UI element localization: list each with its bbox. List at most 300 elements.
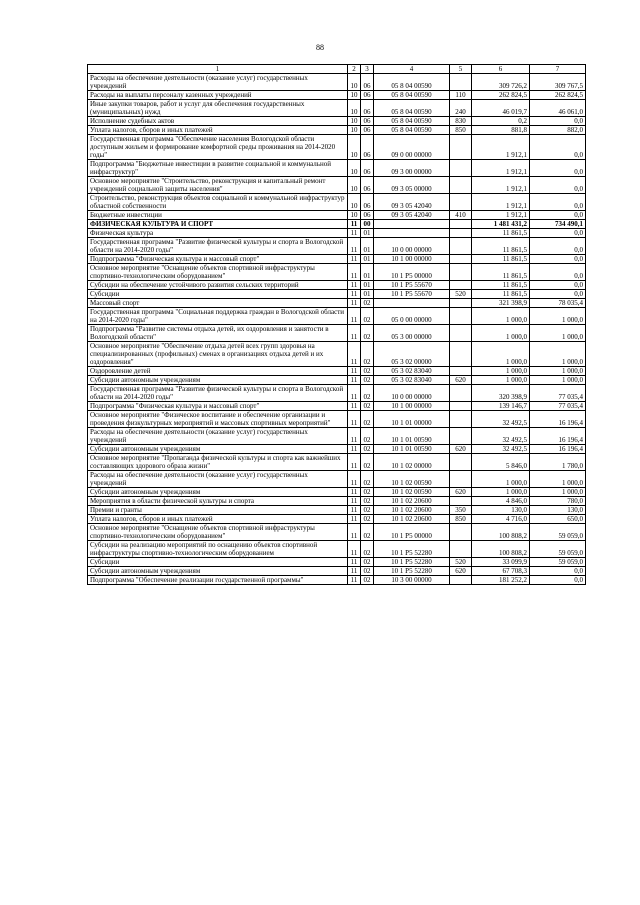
row-name: Основное мероприятие "Оснащение объектов спортивной инфраструктуры спортивно-технологическим оборудованием" — [88, 524, 348, 541]
row-subsection: 02 — [361, 428, 374, 445]
row-subsection: 06 — [361, 126, 374, 135]
row-name: Уплата налогов, сборов и иных платежей — [88, 126, 348, 135]
row-amount-col6: 32 492,5 — [472, 411, 530, 428]
row-section: 11 — [348, 541, 361, 558]
row-amount-col7: 78 035,4 — [530, 299, 586, 308]
row-amount-col7: 0,0 — [530, 576, 586, 585]
row-target-article: 10 1 01 00590 — [374, 428, 450, 445]
row-name: Основное мероприятие "Оснащение объектов спортивной инфраструктуры спортивно-технологическим оборудованием" — [88, 264, 348, 281]
row-name: Мероприятия в области физической культуры и спорта — [88, 497, 348, 506]
row-subsection: 06 — [361, 177, 374, 194]
row-amount-col7: 780,0 — [530, 497, 586, 506]
row-subsection: 02 — [361, 454, 374, 471]
row-subsection: 02 — [361, 411, 374, 428]
row-section: 11 — [348, 385, 361, 402]
row-amount-col7: 77 035,4 — [530, 402, 586, 411]
header-cell: 7 — [530, 65, 586, 74]
row-name: Субсидии автономным учреждениям — [88, 445, 348, 454]
row-subsection: 01 — [361, 255, 374, 264]
row-target-article: 10 3 00 00000 — [374, 576, 450, 585]
row-amount-col6: 1 481 431,2 — [472, 220, 530, 229]
table-row — [88, 135, 586, 160]
row-amount-col6: 100 808,2 — [472, 541, 530, 558]
table-row — [88, 100, 586, 117]
row-section: 11 — [348, 567, 361, 576]
row-target-article: 10 1 02 20600 — [374, 515, 450, 524]
row-amount-col7: 16 196,4 — [530, 428, 586, 445]
row-target-article: 09 3 05 42040 — [374, 194, 450, 211]
row-amount-col6: 181 252,2 — [472, 576, 530, 585]
row-section: 11 — [348, 576, 361, 585]
row-subsection: 02 — [361, 376, 374, 385]
row-expense-type — [450, 325, 472, 342]
row-section: 10 — [348, 91, 361, 100]
row-section: 11 — [348, 308, 361, 325]
row-amount-col7: 46 061,0 — [530, 100, 586, 117]
row-expense-type: 410 — [450, 211, 472, 220]
row-target-article: 10 1 P5 55670 — [374, 290, 450, 299]
row-section: 11 — [348, 506, 361, 515]
row-subsection: 01 — [361, 238, 374, 255]
table-row — [88, 567, 586, 576]
row-target-article — [374, 220, 450, 229]
row-expense-type — [450, 308, 472, 325]
row-name: Государственная программа "Развитие физической культуры и спорта в Вологодской области на 2014-2020 годы" — [88, 238, 348, 255]
row-expense-type — [450, 74, 472, 91]
table-row — [88, 160, 586, 177]
table-row — [88, 74, 586, 91]
row-name: Субсидии на обеспечение устойчивого развития сельских территорий — [88, 281, 348, 290]
row-amount-col6: 1 000,0 — [472, 325, 530, 342]
row-target-article: 10 1 P5 52280 — [374, 558, 450, 567]
row-section: 11 — [348, 342, 361, 367]
row-amount-col7: 1 000,0 — [530, 342, 586, 367]
row-amount-col6: 320 398,9 — [472, 385, 530, 402]
row-amount-col7: 1 000,0 — [530, 376, 586, 385]
table-row — [88, 454, 586, 471]
row-target-article: 10 1 P5 52280 — [374, 567, 450, 576]
budget-table — [87, 64, 586, 585]
row-amount-col6: 139 146,7 — [472, 402, 530, 411]
row-subsection: 02 — [361, 558, 374, 567]
row-amount-col7: 77 035,4 — [530, 385, 586, 402]
row-subsection: 02 — [361, 402, 374, 411]
row-expense-type — [450, 428, 472, 445]
row-target-article: 09 3 05 00000 — [374, 177, 450, 194]
row-section: 11 — [348, 471, 361, 488]
row-target-article: 10 1 02 20600 — [374, 497, 450, 506]
row-amount-col7: 650,0 — [530, 515, 586, 524]
row-amount-col6: 321 398,9 — [472, 299, 530, 308]
row-amount-col7: 1 000,0 — [530, 308, 586, 325]
table-row — [88, 220, 586, 229]
row-section: 11 — [348, 524, 361, 541]
row-amount-col6: 32 492,5 — [472, 445, 530, 454]
table-row — [88, 385, 586, 402]
row-expense-type: 850 — [450, 515, 472, 524]
row-name: Государственная программа "Обеспечение населения Вологодской области доступным жильем и формирование комфортной среды проживания на 2014-2020 годы" — [88, 135, 348, 160]
row-target-article: 10 1 02 20600 — [374, 506, 450, 515]
row-expense-type — [450, 524, 472, 541]
table-row — [88, 238, 586, 255]
row-amount-col6: 309 726,2 — [472, 74, 530, 91]
row-subsection: 01 — [361, 229, 374, 238]
row-target-article: 05 0 00 00000 — [374, 308, 450, 325]
row-subsection: 01 — [361, 264, 374, 281]
table-row — [88, 308, 586, 325]
row-subsection: 00 — [361, 220, 374, 229]
row-amount-col7: 882,0 — [530, 126, 586, 135]
row-amount-col6: 11 861,5 — [472, 229, 530, 238]
row-amount-col7: 130,0 — [530, 506, 586, 515]
row-amount-col6: 4 846,0 — [472, 497, 530, 506]
row-section: 10 — [348, 126, 361, 135]
row-expense-type — [450, 471, 472, 488]
row-amount-col6: 11 861,5 — [472, 281, 530, 290]
row-name: Государственная программа "Развитие физической культуры и спорта в Вологодской области на 2014-2020 годы" — [88, 385, 348, 402]
row-name: Иные закупки товаров, работ и услуг для обеспечения государственных (муниципальных) нужд — [88, 100, 348, 117]
row-amount-col6: 4 716,0 — [472, 515, 530, 524]
row-section: 11 — [348, 367, 361, 376]
row-amount-col6: 1 000,0 — [472, 308, 530, 325]
table-row — [88, 488, 586, 497]
row-section: 10 — [348, 177, 361, 194]
page-number: 88 — [316, 43, 324, 52]
row-amount-col7: 734 490,1 — [530, 220, 586, 229]
row-subsection: 02 — [361, 445, 374, 454]
row-amount-col7: 0,0 — [530, 567, 586, 576]
row-section: 11 — [348, 238, 361, 255]
row-amount-col7: 16 196,4 — [530, 411, 586, 428]
row-amount-col6: 11 861,5 — [472, 264, 530, 281]
row-section: 11 — [348, 325, 361, 342]
row-amount-col7: 0,0 — [530, 281, 586, 290]
row-target-article: 09 3 05 42040 — [374, 211, 450, 220]
row-subsection: 02 — [361, 524, 374, 541]
row-amount-col6: 262 824,5 — [472, 91, 530, 100]
row-section: 11 — [348, 290, 361, 299]
row-target-article: 05 3 00 00000 — [374, 325, 450, 342]
row-amount-col6: 11 861,5 — [472, 238, 530, 255]
row-expense-type: 520 — [450, 558, 472, 567]
row-target-article: 10 1 00 00000 — [374, 255, 450, 264]
row-subsection: 06 — [361, 211, 374, 220]
row-target-article: 10 1 P5 52280 — [374, 541, 450, 558]
row-expense-type — [450, 135, 472, 160]
row-amount-col6: 0,2 — [472, 117, 530, 126]
row-amount-col7: 262 824,5 — [530, 91, 586, 100]
table-row — [88, 299, 586, 308]
row-subsection: 02 — [361, 515, 374, 524]
row-name: Субсидии автономным учреждениям — [88, 567, 348, 576]
row-target-article: 10 1 P5 00000 — [374, 264, 450, 281]
row-amount-col7: 1 000,0 — [530, 488, 586, 497]
row-expense-type — [450, 541, 472, 558]
row-amount-col6: 881,8 — [472, 126, 530, 135]
row-expense-type — [450, 576, 472, 585]
row-name: Расходы на выплаты персоналу казенных учреждений — [88, 91, 348, 100]
row-target-article: 05 8 04 00590 — [374, 100, 450, 117]
row-section: 11 — [348, 220, 361, 229]
row-expense-type — [450, 385, 472, 402]
row-amount-col6: 1 912,1 — [472, 177, 530, 194]
table-row — [88, 524, 586, 541]
table-row — [88, 342, 586, 367]
row-amount-col7: 0,0 — [530, 160, 586, 177]
row-expense-type — [450, 342, 472, 367]
table-row — [88, 255, 586, 264]
row-name: Подпрограмма "Физическая культура и массовый спорт" — [88, 255, 348, 264]
row-expense-type: 110 — [450, 91, 472, 100]
table-row — [88, 471, 586, 488]
row-target-article: 10 1 00 00000 — [374, 402, 450, 411]
row-section: 11 — [348, 229, 361, 238]
row-amount-col7: 0,0 — [530, 177, 586, 194]
row-target-article — [374, 229, 450, 238]
row-subsection: 02 — [361, 567, 374, 576]
row-amount-col6: 11 861,5 — [472, 290, 530, 299]
row-name: Премии и гранты — [88, 506, 348, 515]
row-target-article: 10 0 00 00000 — [374, 238, 450, 255]
row-subsection: 02 — [361, 342, 374, 367]
row-amount-col7: 0,0 — [530, 211, 586, 220]
row-subsection: 02 — [361, 471, 374, 488]
row-amount-col7: 59 059,0 — [530, 541, 586, 558]
table-row — [88, 402, 586, 411]
row-section: 11 — [348, 497, 361, 506]
row-name: Расходы на обеспечение деятельности (оказание услуг) государственных учреждений — [88, 74, 348, 91]
table-row — [88, 576, 586, 585]
row-name: Подпрограмма "Обеспечение реализации государственной программы" — [88, 576, 348, 585]
row-section: 10 — [348, 135, 361, 160]
row-amount-col7: 0,0 — [530, 117, 586, 126]
row-amount-col6: 1 912,1 — [472, 135, 530, 160]
row-section: 11 — [348, 454, 361, 471]
row-subsection: 02 — [361, 506, 374, 515]
row-name: Основное мероприятие "Физическое воспитание и обеспечение организации и проведения физкультурных мероприятий и массовых спортивных мероприятий" — [88, 411, 348, 428]
row-section: 11 — [348, 488, 361, 497]
row-name: Субсидии — [88, 290, 348, 299]
header-cell: 4 — [374, 65, 450, 74]
row-amount-col6: 5 846,0 — [472, 454, 530, 471]
row-name: Оздоровление детей — [88, 367, 348, 376]
row-expense-type — [450, 238, 472, 255]
row-expense-type — [450, 160, 472, 177]
row-subsection: 02 — [361, 385, 374, 402]
row-name: Расходы на обеспечение деятельности (оказание услуг) государственных учреждений — [88, 428, 348, 445]
table-row — [88, 411, 586, 428]
row-amount-col7: 1 000,0 — [530, 325, 586, 342]
row-target-article: 05 8 04 00590 — [374, 117, 450, 126]
row-expense-type — [450, 497, 472, 506]
row-amount-col7: 59 059,0 — [530, 558, 586, 567]
row-amount-col6: 1 000,0 — [472, 376, 530, 385]
row-subsection: 06 — [361, 135, 374, 160]
row-expense-type — [450, 281, 472, 290]
row-section: 10 — [348, 211, 361, 220]
table-row — [88, 367, 586, 376]
row-name: Субсидии — [88, 558, 348, 567]
table-row — [88, 558, 586, 567]
row-amount-col6: 1 000,0 — [472, 488, 530, 497]
row-target-article: 05 3 02 00000 — [374, 342, 450, 367]
row-target-article: 05 3 02 83040 — [374, 367, 450, 376]
row-amount-col7: 59 059,0 — [530, 524, 586, 541]
row-subsection: 02 — [361, 541, 374, 558]
row-expense-type — [450, 454, 472, 471]
row-amount-col6: 1 912,1 — [472, 160, 530, 177]
row-amount-col6: 1 000,0 — [472, 471, 530, 488]
row-section: 11 — [348, 376, 361, 385]
row-amount-col7: 0,0 — [530, 194, 586, 211]
row-expense-type: 350 — [450, 506, 472, 515]
row-expense-type — [450, 411, 472, 428]
row-target-article: 10 1 01 00000 — [374, 411, 450, 428]
row-expense-type — [450, 194, 472, 211]
row-target-article: 05 3 02 83040 — [374, 376, 450, 385]
table-row — [88, 325, 586, 342]
row-section: 11 — [348, 445, 361, 454]
header-cell: 6 — [472, 65, 530, 74]
row-target-article — [374, 299, 450, 308]
row-expense-type — [450, 177, 472, 194]
row-expense-type — [450, 367, 472, 376]
row-expense-type — [450, 220, 472, 229]
row-name: Массовый спорт — [88, 299, 348, 308]
row-name: Субсидии автономным учреждениям — [88, 376, 348, 385]
row-name: Физическая культура — [88, 229, 348, 238]
row-subsection: 06 — [361, 74, 374, 91]
row-amount-col7: 16 196,4 — [530, 445, 586, 454]
table-row — [88, 376, 586, 385]
row-name: Расходы на обеспечение деятельности (оказание услуг) государственных учреждений — [88, 471, 348, 488]
row-expense-type — [450, 229, 472, 238]
row-expense-type: 620 — [450, 567, 472, 576]
row-amount-col6: 11 861,5 — [472, 255, 530, 264]
row-name: Подпрограмма "Развитие системы отдыха детей, их оздоровления и занятости в Вологодской области" — [88, 325, 348, 342]
row-amount-col6: 1 912,1 — [472, 211, 530, 220]
row-amount-col7: 1 000,0 — [530, 367, 586, 376]
row-subsection: 02 — [361, 308, 374, 325]
row-section: 10 — [348, 160, 361, 177]
row-name: Основное мероприятие "Строительство, реконструкция и капитальный ремонт учреждений социальной защиты населения" — [88, 177, 348, 194]
row-target-article: 05 8 04 00590 — [374, 74, 450, 91]
row-subsection: 06 — [361, 91, 374, 100]
row-name: Строительство, реконструкция объектов социальной и коммунальной инфраструктур областной собственности — [88, 194, 348, 211]
row-section: 11 — [348, 402, 361, 411]
row-expense-type: 620 — [450, 376, 472, 385]
row-target-article: 10 1 01 00590 — [374, 445, 450, 454]
row-subsection: 06 — [361, 100, 374, 117]
row-amount-col7: 0,0 — [530, 229, 586, 238]
row-target-article: 09 3 00 00000 — [374, 160, 450, 177]
row-amount-col7: 309 767,5 — [530, 74, 586, 91]
row-name: Основное мероприятие "Пропаганда физической культуры и спорта как важнейших составляющих здорового образа жизни" — [88, 454, 348, 471]
row-section: 11 — [348, 411, 361, 428]
row-name: Субсидии на реализацию мероприятий по оснащению объектов спортивной инфраструктуры спортивно-технологическим оборудованием — [88, 541, 348, 558]
row-expense-type — [450, 299, 472, 308]
row-amount-col7: 0,0 — [530, 238, 586, 255]
row-name: Уплата налогов, сборов и иных платежей — [88, 515, 348, 524]
row-name: Подпрограмма "Бюджетные инвестиции в развитие социальной и коммунальной инфраструктур" — [88, 160, 348, 177]
row-amount-col6: 67 708,3 — [472, 567, 530, 576]
row-name: Исполнение судебных актов — [88, 117, 348, 126]
row-target-article: 05 8 04 00590 — [374, 91, 450, 100]
row-amount-col7: 0,0 — [530, 135, 586, 160]
row-amount-col6: 46 019,7 — [472, 100, 530, 117]
row-expense-type: 830 — [450, 117, 472, 126]
row-amount-col7: 0,0 — [530, 255, 586, 264]
table-row — [88, 515, 586, 524]
row-amount-col6: 1 000,0 — [472, 342, 530, 367]
row-subsection: 02 — [361, 367, 374, 376]
row-subsection: 02 — [361, 299, 374, 308]
row-subsection: 02 — [361, 576, 374, 585]
row-subsection: 01 — [361, 290, 374, 299]
row-section: 11 — [348, 558, 361, 567]
row-expense-type: 520 — [450, 290, 472, 299]
row-subsection: 02 — [361, 325, 374, 342]
table-body — [88, 74, 586, 585]
table-row — [88, 264, 586, 281]
header-cell: 2 — [348, 65, 361, 74]
row-target-article: 10 1 02 00000 — [374, 454, 450, 471]
table-row — [88, 497, 586, 506]
row-name: Основное мероприятие "Обеспечение отдыха детей всех групп здоровья на специализированных (профильных) сменах в организациях отдыха детей и их оздоровления" — [88, 342, 348, 367]
row-subsection: 02 — [361, 497, 374, 506]
table-row — [88, 117, 586, 126]
table-row — [88, 229, 586, 238]
row-expense-type — [450, 255, 472, 264]
row-target-article: 10 1 02 00590 — [374, 471, 450, 488]
row-target-article: 10 1 P5 00000 — [374, 524, 450, 541]
row-subsection: 06 — [361, 194, 374, 211]
table-row — [88, 506, 586, 515]
row-target-article: 05 8 04 00590 — [374, 126, 450, 135]
row-target-article: 10 1 02 00590 — [374, 488, 450, 497]
table-row — [88, 281, 586, 290]
row-target-article: 09 0 00 00000 — [374, 135, 450, 160]
row-expense-type — [450, 264, 472, 281]
row-expense-type: 620 — [450, 445, 472, 454]
row-name: Бюджетные инвестиции — [88, 211, 348, 220]
row-section: 11 — [348, 255, 361, 264]
table-row — [88, 211, 586, 220]
row-name: Подпрограмма "Физическая культура и массовый спорт" — [88, 402, 348, 411]
table-row — [88, 428, 586, 445]
row-subsection: 06 — [361, 117, 374, 126]
row-amount-col7: 0,0 — [530, 264, 586, 281]
header-cell: 3 — [361, 65, 374, 74]
row-expense-type: 850 — [450, 126, 472, 135]
row-subsection: 06 — [361, 160, 374, 177]
row-amount-col6: 1 912,1 — [472, 194, 530, 211]
table-header-row — [88, 65, 586, 74]
row-amount-col6: 32 492,5 — [472, 428, 530, 445]
row-amount-col6: 1 000,0 — [472, 367, 530, 376]
table-row — [88, 445, 586, 454]
row-section: 11 — [348, 281, 361, 290]
table-row — [88, 541, 586, 558]
row-expense-type: 620 — [450, 488, 472, 497]
table-row — [88, 290, 586, 299]
row-expense-type: 240 — [450, 100, 472, 117]
table-row — [88, 194, 586, 211]
row-name: Государственная программа "Социальная поддержка граждан в Вологодской области на 2014-2020 годы" — [88, 308, 348, 325]
row-name: ФИЗИЧЕСКАЯ КУЛЬТУРА И СПОРТ — [88, 220, 348, 229]
row-section: 11 — [348, 515, 361, 524]
row-section: 10 — [348, 100, 361, 117]
